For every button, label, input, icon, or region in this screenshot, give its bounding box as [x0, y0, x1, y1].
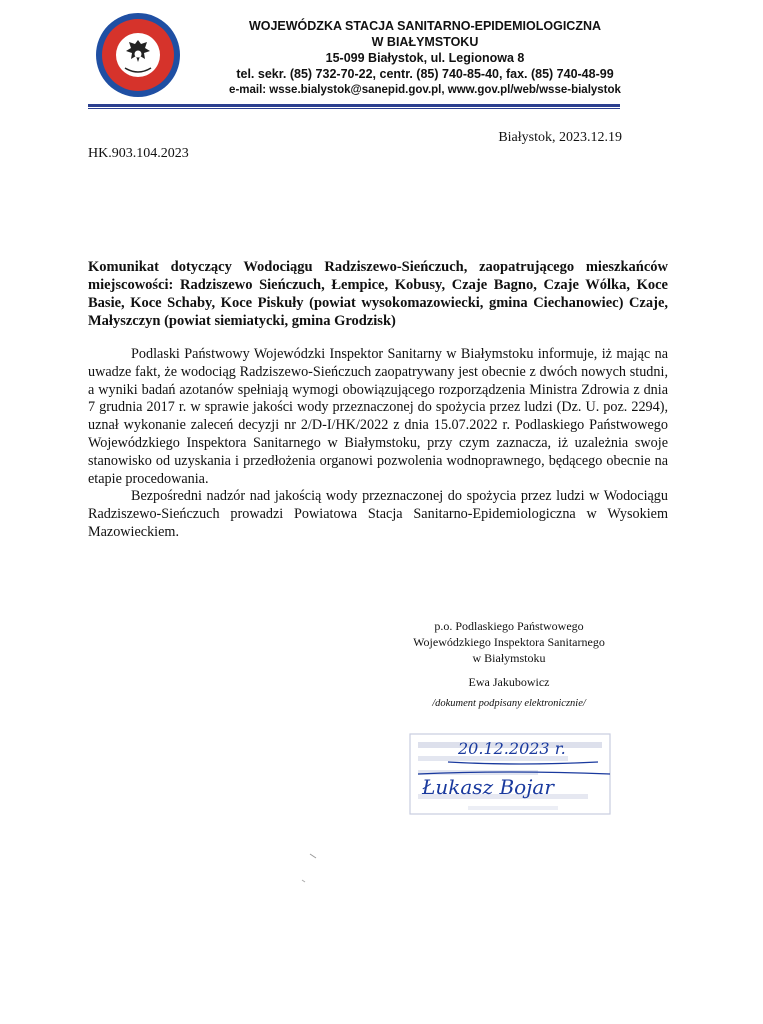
- subject-heading: Komunikat dotyczący Wodociągu Radziszewo-Sieńczuch, zaopatrującego mieszkańców miejscowości: Radziszewo Sieńczuch, Łempice, Kobusy, Czaje Bagno, Czaje Wólka, Koce Basie, Koce Schaby, Koce Piskuły (powiat wysokomazowiecki, gmina Ciechanowiec) Czaje, Małyszczyn (powiat siemiatycki, gmina Grodzisk): [88, 259, 668, 329]
- handwritten-signature: Łukasz Bojar: [422, 775, 554, 799]
- institution-name-line2: W BIAŁYMSTOKU: [371, 35, 479, 49]
- header-rule-thin: [88, 108, 620, 109]
- signature-title-line2: Wojewódzkiego Inspektora Sanitarnego: [413, 635, 605, 649]
- place-and-date: Białystok, 2023.12.19: [498, 130, 622, 145]
- signature-title-line3: w Białymstoku: [472, 651, 546, 665]
- letter-body: [88, 346, 668, 542]
- institution-phones: tel. sekr. (85) 732-70-22, centr. (85) 740-85-40, fax. (85) 740-48-99: [236, 67, 614, 81]
- electronic-signature-note: /dokument podpisany elektronicznie/: [432, 698, 586, 709]
- header-rule-thick: [88, 104, 620, 107]
- handwritten-date: 20.12.2023 r.: [458, 739, 566, 758]
- institution-contact: e-mail: wsse.bialystok@sanepid.gov.pl, www.gov.pl/web/wsse-bialystok: [229, 84, 621, 96]
- signature-block: [390, 618, 628, 712]
- scan-marks: [300, 850, 330, 890]
- letterhead: [200, 18, 650, 98]
- body-paragraph-2: Bezpośredni nadzór nad jakością wody przeznaczonej do spożycia przez ludzi w Wodociągu Radziszewo-Sieńczuch prowadzi Powiatowa Stacja Sanitarno-Epidemiologiczna w Wysokiem Mazowieckiem.: [88, 488, 668, 540]
- inspection-logo: [95, 12, 181, 98]
- institution-address: 15-099 Białystok, ul. Legionowa 8: [325, 51, 525, 65]
- signature-title-line1: p.o. Podlaskiego Państwowego: [434, 619, 584, 633]
- body-paragraph-1: Podlaski Państwowy Wojewódzki Inspektor Sanitarny w Białymstoku informuje, iż mając na uwadze fakt, że wodociąg Radziszewo-Sieńczuch zaopatrywany jest obecnie z dwóch nowych studni, a wyniki badań azotanów spełniają wymogi obowiązującego rozporządzenia Ministra Zdrowia z dnia 7 grudnia 2017 r. w sprawie jakości wody przeznaczonej do spożycia przez ludzi (Dz. U. poz. 2294), uznał wykonanie zaleceń decyzji nr 2/D-I/HK/2022 z dnia 15.07.2022 r. Podlaskiego Państwowego Wojewódzkiego Inspektora Sanitarnego w Białymstoku, przy czym zaznacza, iż uzależnia swoje stanowisko od uzyskania i przedłożenia organowi pozwolenia wodnoprawnego, będącego obecnie na etapie procedowania.: [88, 346, 668, 487]
- verification-stamp: [408, 732, 612, 816]
- signatory-name: Ewa Jakubowicz: [468, 675, 550, 689]
- institution-name-line1: WOJEWÓDZKA STACJA SANITARNO-EPIDEMIOLOGICZNA: [248, 19, 602, 33]
- reference-number: HK.903.104.2023: [88, 146, 189, 161]
